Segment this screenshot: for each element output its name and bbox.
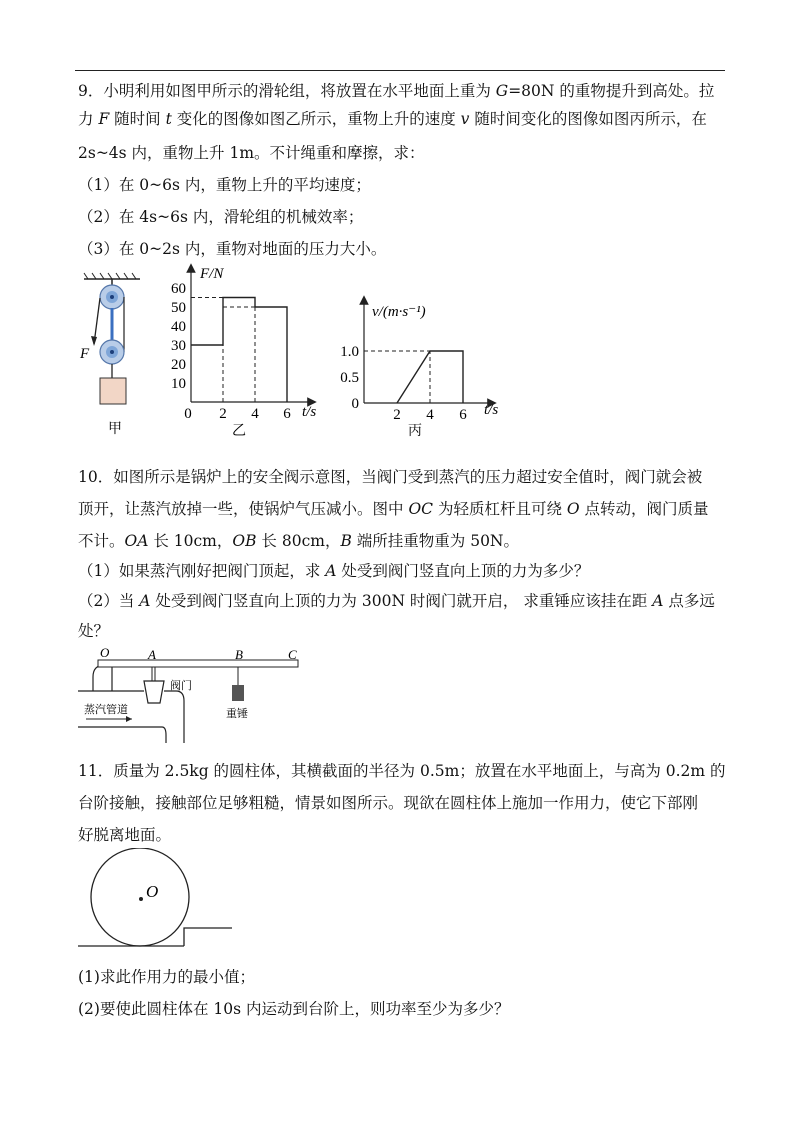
- q10-line-1: 10．如图所示是锅炉上的安全阀示意图，当阀门受到蒸汽的压力超过安全值时，阀门就会被: [78, 468, 703, 486]
- cylinder-circle: [91, 848, 189, 946]
- bing-ytick: 0: [351, 396, 359, 412]
- q11-line-2: 台阶接触，接触部位足够粗糙，情景如图所示。现欲在圆柱体上施加一作用力，使它下部刚: [78, 794, 699, 812]
- fig-jia-caption: 甲: [108, 421, 122, 437]
- yi-ytick: 10: [171, 376, 186, 392]
- pipe-label: 蒸汽管道: [84, 703, 128, 716]
- center-label: O: [146, 882, 159, 901]
- force-label: F: [80, 346, 90, 362]
- q11-line-1: 11．质量为 2.5kg 的圆柱体，其横截面的半径为 0.5m；放置在水平地面上，与高为 0.2m 的: [78, 762, 726, 780]
- yi-ytick: 60: [171, 281, 186, 297]
- cylinder-figure: [78, 848, 248, 952]
- q9-line-3: 2s~4s 内，重物上升 1m。不计绳重和摩擦，求：: [78, 144, 425, 162]
- yi-ytick: 20: [171, 357, 186, 373]
- q10-sub-2-cont: 处？: [78, 622, 110, 640]
- yi-ytick: 40: [171, 319, 186, 335]
- bing-xlabel: t/s: [484, 402, 499, 418]
- weight-label: 重锤: [226, 707, 248, 720]
- bing-ylabel: v/(m·s⁻¹): [372, 304, 426, 320]
- yi-ylabel: F/N: [200, 266, 224, 282]
- bing-xtick: 6: [459, 407, 467, 423]
- fig-bing-caption: 丙: [408, 423, 422, 439]
- yi-xtick: 2: [219, 406, 227, 422]
- chart-bing: [340, 290, 520, 440]
- safety-valve-figure: [78, 645, 318, 745]
- q9-sub-1: （1）在 0~6s 内，重物上升的平均速度；: [78, 176, 371, 194]
- yi-ytick: 30: [171, 338, 186, 354]
- label-C: C: [288, 647, 297, 662]
- q10-line-3: 不计。OA 长 10cm，OB 长 80cm，B 端所挂重物重为 50N。: [78, 532, 519, 550]
- label-B: B: [235, 647, 243, 662]
- yi-xlabel: t/s: [302, 404, 317, 420]
- weight-block: [100, 378, 126, 404]
- q11-sub-1: (1)求此作用力的最小值；: [78, 968, 255, 986]
- fig-yi-caption: 乙: [232, 423, 246, 439]
- bing-ytick: 0.5: [340, 370, 359, 386]
- bing-ytick: 1.0: [340, 344, 359, 360]
- q10-sub-2: （2）当 A 处受到阀门竖直向上顶的力为 300N 时阀门就开启， 求重锤应该挂在距 A 点多远: [78, 592, 715, 610]
- q9-sub-3: （3）在 0~2s 内，重物对地面的压力大小。: [78, 240, 387, 258]
- q11-sub-2: (2)要使此圆柱体在 10s 内运动到台阶上，则功率至少为多少？: [78, 1000, 510, 1018]
- q9-line-1: 9．小明利用如图甲所示的滑轮组，将放置在水平地面上重为 G=80N 的重物提升到高处。拉: [78, 82, 715, 100]
- yi-ytick: 50: [171, 300, 186, 316]
- q9-line-2: 力 F 随时间 t 变化的图像如图乙所示，重物上升的速度 v 随时间变化的图像如图丙所示，在: [78, 110, 707, 128]
- chart-yi: [160, 262, 340, 442]
- yi-xtick: 0: [184, 406, 192, 422]
- yi-xtick: 4: [251, 406, 259, 422]
- label-O: O: [100, 645, 110, 660]
- pulley-figure: [78, 270, 158, 440]
- label-A: A: [148, 647, 156, 662]
- valve-label: 阀门: [170, 679, 192, 692]
- q9-sub-2: （2）在 4s~6s 内，滑轮组的机械效率；: [78, 208, 364, 226]
- bing-xtick: 2: [393, 407, 401, 423]
- q10-line-2: 顶开，让蒸汽放掉一些，使锅炉气压减小。图中 OC 为轻质杠杆且可绕 O 点转动，阀门质量: [78, 500, 709, 518]
- top-rule: [75, 70, 725, 71]
- q11-line-3: 好脱离地面。: [78, 826, 172, 844]
- q10-sub-1: （1）如果蒸汽刚好把阀门顶起，求 A 处受到阀门竖直向上顶的力为多少？: [78, 562, 590, 580]
- bing-xtick: 4: [426, 407, 434, 423]
- yi-xtick: 6: [283, 406, 291, 422]
